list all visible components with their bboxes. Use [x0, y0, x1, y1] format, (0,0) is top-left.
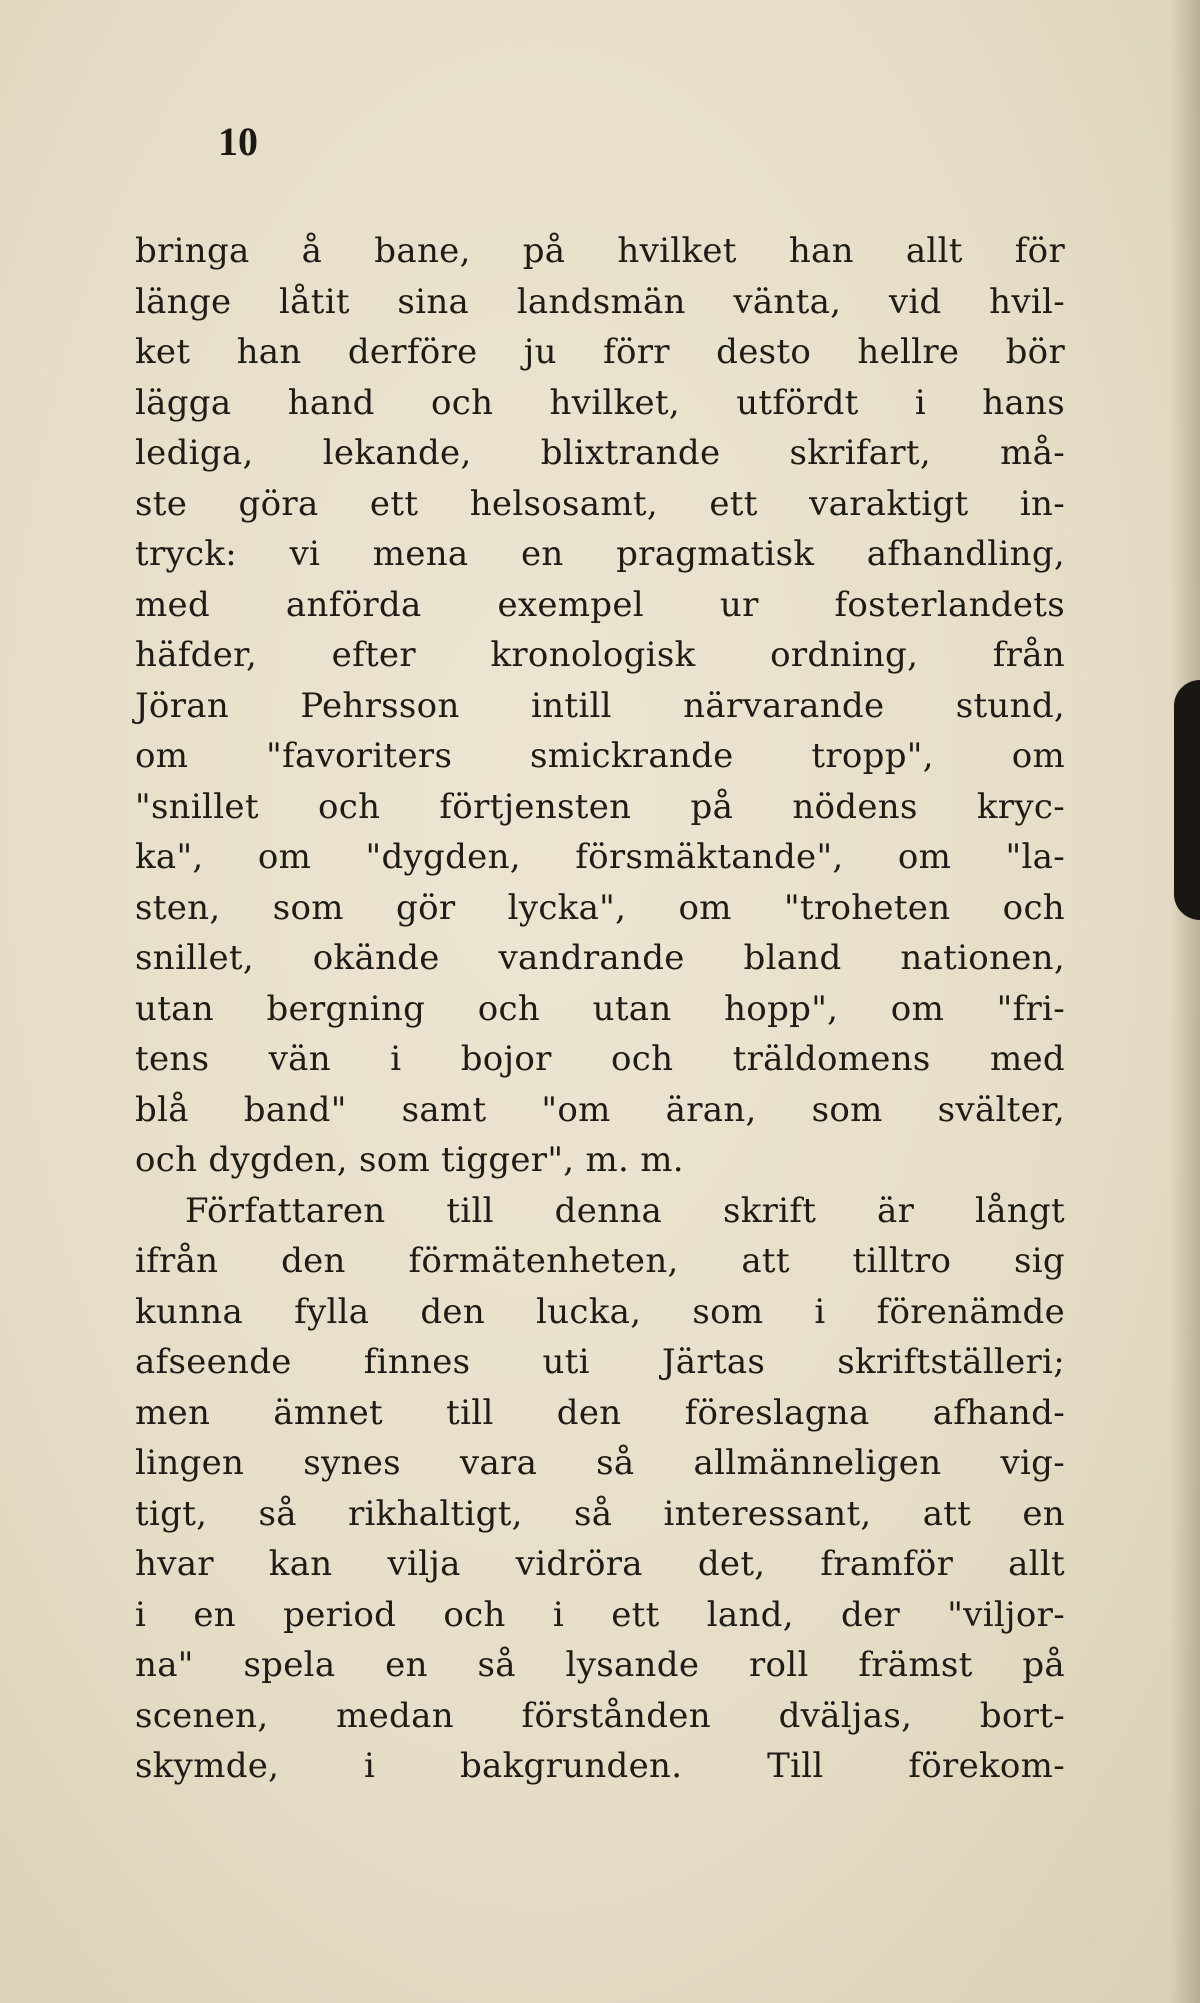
- text-line: lingen synes vara så allmänneligen vig-: [135, 1443, 1065, 1483]
- text-line: länge låtit sina landsmän vänta, vid hvil-: [135, 281, 1065, 322]
- text-line: tens vän i bojor och träldomens med: [135, 1039, 1065, 1079]
- body-text: [135, 226, 1065, 1792]
- text-line: sten, som gör lycka", om "troheten och: [135, 887, 1065, 928]
- text-line: ste göra ett helsosamt, ett varaktigt in-: [135, 483, 1065, 524]
- text-line: Jöran Pehrsson intill närvarande stund,: [135, 685, 1065, 726]
- text-line: Författaren till denna skrift är långt: [185, 1190, 1065, 1231]
- text-line: blå band" samt "om äran, som svälter,: [135, 1089, 1065, 1130]
- text-line: snillet, okände vandrande bland nationen,: [135, 938, 1065, 978]
- text-line: häfder, efter kronologisk ordning, från: [135, 635, 1065, 675]
- text-line: na" spela en så lysande roll främst på: [135, 1645, 1065, 1685]
- page-edge-shadow: [1170, 0, 1200, 2003]
- text-line: "snillet och förtjensten på nödens kryc-: [135, 786, 1065, 827]
- text-line: tigt, så rikhaltigt, så interessant, att en: [135, 1493, 1065, 1534]
- text-line: men ämnet till den föreslagna afhand-: [135, 1392, 1065, 1433]
- text-line: och dygden, som tigger", m. m.: [135, 1140, 684, 1180]
- text-line: utan bergning och utan hopp", om "fri-: [135, 988, 1065, 1029]
- text-line: ifrån den förmätenheten, att tilltro sig: [135, 1241, 1065, 1281]
- text-line: om "favoriters smickrande tropp", om: [135, 736, 1065, 776]
- text-line: afseende finnes uti Järtas skriftställeri;: [135, 1342, 1065, 1382]
- text-line: ket han derföre ju förr desto hellre bör: [135, 332, 1065, 372]
- text-line: med anförda exempel ur fosterlandets: [135, 584, 1065, 625]
- scanner-thumb-mark: [1174, 680, 1200, 920]
- text-line: lägga hand och hvilket, utfördt i hans: [135, 382, 1065, 423]
- text-line: kunna fylla den lucka, som i förenämde: [135, 1291, 1065, 1332]
- text-line: lediga, lekande, blixtrande skrifart, må-: [135, 433, 1065, 473]
- page-number: 10: [218, 119, 258, 164]
- text-line: i en period och i ett land, der "viljor-: [135, 1594, 1065, 1635]
- text-line: skymde, i bakgrunden. Till förekom-: [135, 1746, 1065, 1786]
- text-line: scenen, medan förstånden dväljas, bort-: [135, 1695, 1065, 1736]
- text-line: hvar kan vilja vidröra det, framför allt: [135, 1544, 1065, 1584]
- text-line: ka", om "dygden, försmäktande", om "la-: [135, 837, 1065, 877]
- text-line: bringa å bane, på hvilket han allt för: [135, 231, 1065, 271]
- text-line: tryck: vi mena en pragmatisk afhandling,: [135, 534, 1065, 574]
